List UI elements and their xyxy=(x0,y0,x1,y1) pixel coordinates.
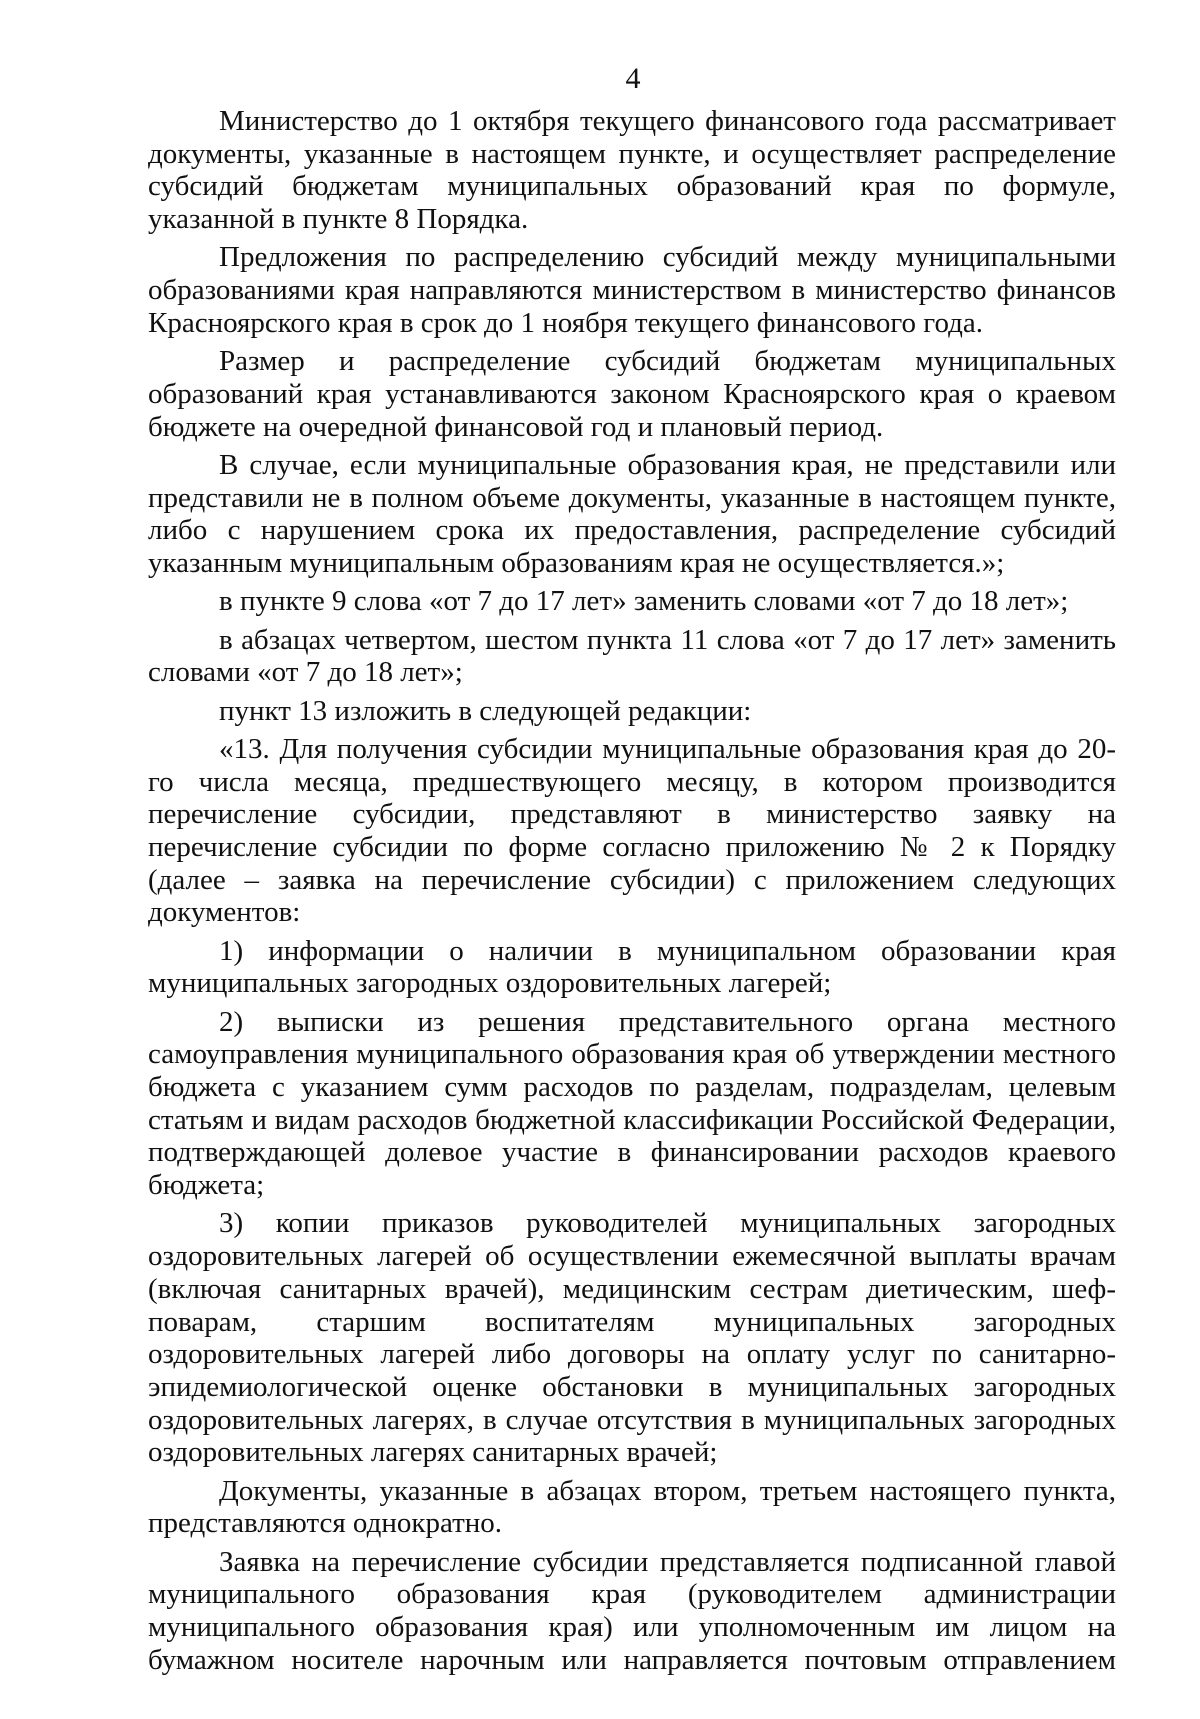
paragraph-distribution-proposals: Предложения по распределению субсидий между муниципальными образованиями края направляются министерством в министерство финансов Красноярского края в срок до 1 ноября текущего финансового года. xyxy=(148,241,1116,339)
document-body xyxy=(148,105,1116,1682)
paragraph-amend-item-11: в абзацах четвертом, шестом пункта 11 слова «от 7 до 17 лет» заменить словами «от 7 до 18 лет»; xyxy=(148,623,1116,689)
list-item-1: 1) информации о наличии в муниципальном образовании края муниципальных загородных оздоровительных лагерей; xyxy=(148,934,1116,1000)
list-item-2: 2) выписки из решения представительного органа местного самоуправления муниципального образования края об утверждении местного бюджета с указанием сумм расходов по разделам, подразделам, целевым статьям и видам расходов бюджетной классификации Российской Федерации, подтверждающей долевое участие в финансировании расходов краевого бюджета; xyxy=(148,1005,1116,1202)
paragraph-documents-not-provided: В случае, если муниципальные образования края, не представили или представили не в полном объеме документы, указанные в настоящем пункте, либо с нарушением срока их предоставления, распределение субсидий указанным муниципальным образованиям края не осуществляется.»; xyxy=(148,448,1116,579)
paragraph-subsidy-size: Размер и распределение субсидий бюджетам муниципальных образований края устанавливаются законом Красноярского края о краевом бюджете на очередной финансовой год и плановый период. xyxy=(148,345,1116,443)
page-number: 4 xyxy=(625,62,641,95)
paragraph-amend-item-9: в пункте 9 слова «от 7 до 17 лет» заменить словами «от 7 до 18 лет»; xyxy=(219,585,1069,618)
paragraph-documents-once: Документы, указанные в абзацах втором, третьем настоящего пункта, представляются однократно. xyxy=(148,1474,1116,1540)
paragraph-application-submission: Заявка на перечисление субсидии представляется подписанной главой муниципального образования края (руководителем администрации муниципального образования края) или уполномоченным им лицом на бумажном носителе нарочным или направляется почтовым отправлением xyxy=(148,1545,1116,1676)
paragraph-item-13-intro: пункт 13 изложить в следующей редакции: xyxy=(219,694,752,727)
paragraph-item-13-text: «13. Для получения субсидии муниципальные образования края до 20-го числа месяца, предшествующего месяцу, в котором производится перечисление субсидии, представляют в министерство заявку на перечисление субсидии по форме согласно приложению № 2 к Порядку (далее – заявка на перечисление субсидии) с приложением следующих документов: xyxy=(148,732,1116,929)
paragraph-ministry-review: Министерство до 1 октября текущего финансового года рассматривает документы, указанные в настоящем пункте, и осуществляет распределение субсидий бюджетам муниципальных образований края по формуле, указанной в пункте 8 Порядка. xyxy=(148,105,1116,236)
list-item-3: 3) копии приказов руководителей муниципальных загородных оздоровительных лагерей об осуществлении ежемесячной выплаты врачам (включая санитарных врачей), медицинским сестрам диетическим, шеф-поварам, старшим воспитателям муниципальных загородных оздоровительных лагерей либо договоры на оплату услуг по санитарно-эпидемиологической оценке обстановки в муниципальных загородных оздоровительных лагерях, в случае отсутствия в муниципальных загородных оздоровительных лагерях санитарных врачей; xyxy=(148,1207,1116,1469)
